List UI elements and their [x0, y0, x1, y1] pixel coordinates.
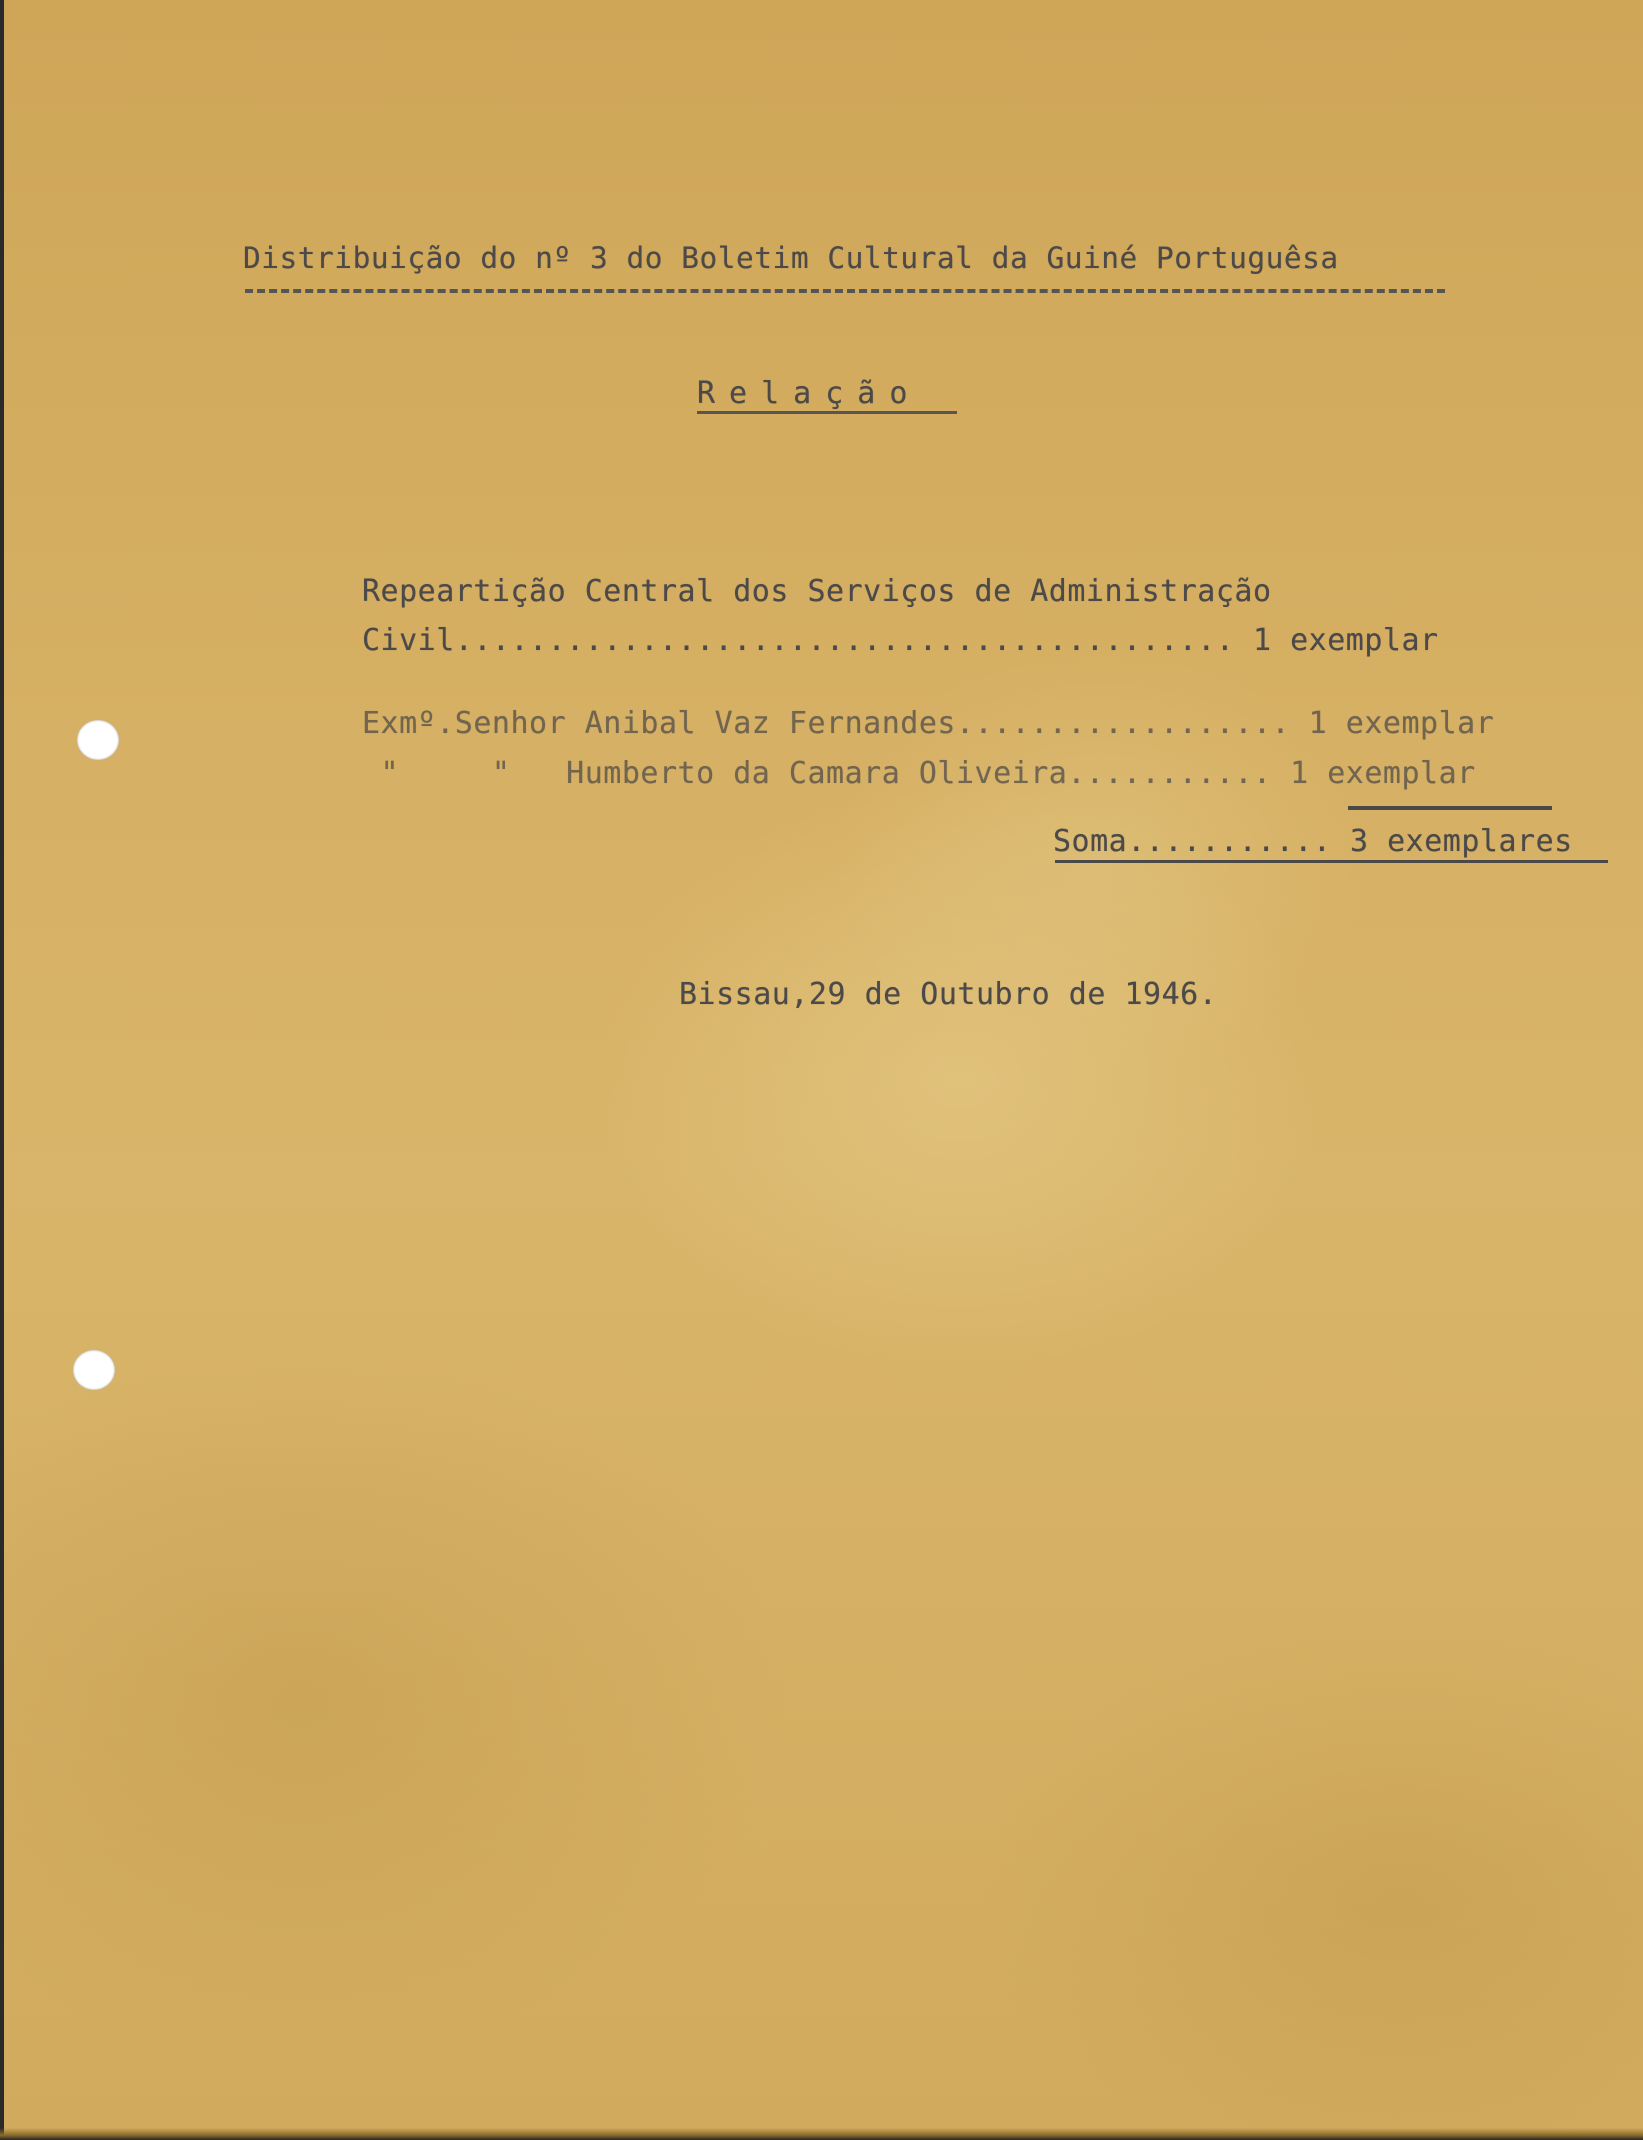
punch-hole-top — [77, 720, 119, 760]
scan-edge-left — [0, 0, 4, 2140]
entry-line: " " Humberto da Camara Oliveira........... 1 exemplar — [362, 756, 1476, 791]
heading-underline — [697, 411, 957, 414]
sum-rule — [1348, 806, 1552, 810]
document-title: Distribuição do nº 3 do Boletim Cultural da Guiné Portuguêsa — [243, 241, 1339, 275]
title-dashed-rule — [245, 289, 1445, 293]
entry-line: Exmº.Senhor Anibal Vaz Fernandes.................. 1 exemplar — [362, 706, 1495, 741]
punch-hole-bottom — [73, 1350, 115, 1390]
entry-line: Repeartição Central dos Serviços de Administração — [362, 574, 1272, 609]
sum-underline — [1055, 860, 1608, 863]
entry-line: Civil.......................................... 1 exemplar — [362, 623, 1439, 658]
document-date: Bissau,29 de Outubro de 1946. — [679, 977, 1218, 1012]
document-heading: Relação — [697, 376, 922, 411]
sum-line: Soma........... 3 exemplares — [1053, 824, 1573, 859]
scan-edge-bottom — [0, 2128, 1643, 2140]
